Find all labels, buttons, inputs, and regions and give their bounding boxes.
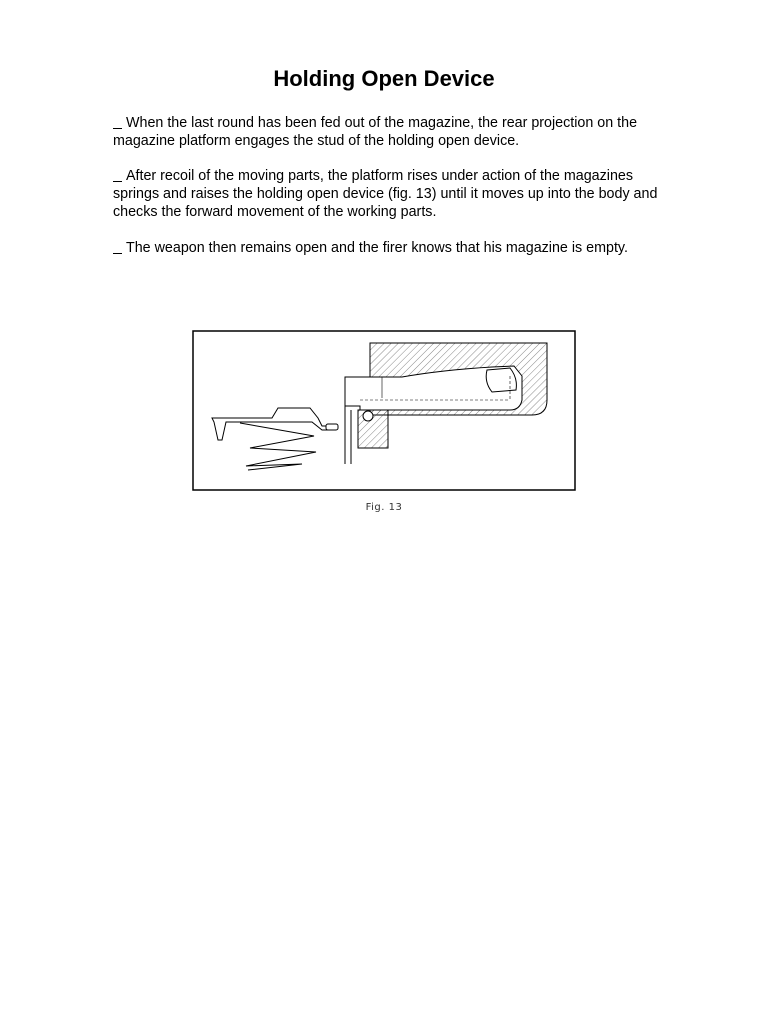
dash-bullet-icon [113, 181, 122, 183]
figure-caption: Fig. 13 [365, 502, 403, 513]
paragraph-3 [113, 239, 658, 257]
paragraph-3-text: The weapon then remains open and the firer knows that his magazine is empty. [126, 240, 628, 256]
dash-bullet-icon [113, 253, 122, 255]
page-title: Holding Open Device [273, 66, 495, 91]
paragraph-2 [113, 167, 658, 221]
paragraph-1 [113, 114, 658, 150]
paragraph-2-text: After recoil of the moving parts, the platform rises under action of the magazines springs and raises the holding open device (fig. 13) until it moves up into the body and checks the forward movement of the working parts. [113, 168, 658, 220]
mechanism-diagram [192, 330, 576, 492]
dash-bullet-icon [113, 128, 122, 130]
paragraph-1-text: When the last round has been fed out of the magazine, the rear projection on the magazine platform engages the stud of the holding open device. [113, 115, 638, 149]
holding-open-device-figure [192, 330, 576, 492]
